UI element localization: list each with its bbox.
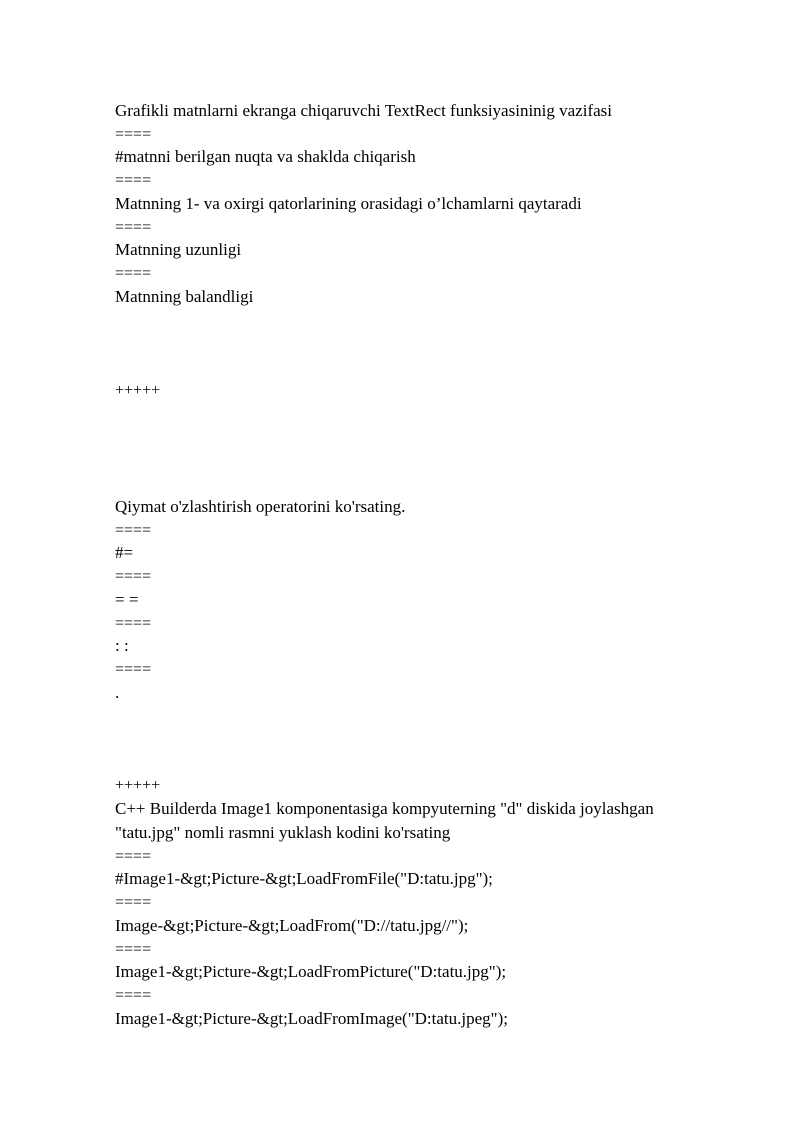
separator: ====: [115, 848, 152, 865]
separator: ====: [115, 661, 152, 678]
answer-option: : :: [115, 636, 129, 655]
separator: ====: [115, 615, 152, 632]
answer-option: Image1-&gt;Picture-&gt;LoadFromImage("D:tatu.jpeg");: [115, 1009, 508, 1028]
separator: ====: [115, 265, 152, 282]
question-text: Qiymat o'zlashtirish operatorini ko'rsating.: [115, 497, 406, 516]
question-text-continued: "tatu.jpg" nomli rasmni yuklash kodini ko'rsating: [115, 823, 451, 842]
separator: ====: [115, 522, 152, 539]
answer-option: #matnni berilgan nuqta va shaklda chiqarish: [115, 147, 416, 166]
question-divider: +++++: [115, 382, 161, 399]
answer-option: Matnning uzunligi: [115, 240, 242, 259]
answer-option: Matnning 1- va oxirgi qatorlarining orasidagi o’lchamlarni qaytaradi: [115, 194, 582, 213]
question-divider: +++++: [115, 777, 161, 794]
separator: ====: [115, 894, 152, 911]
separator: ====: [115, 126, 152, 143]
question-text: C++ Builderda Image1 komponentasiga kompyuterning "d" diskida joylashgan: [115, 799, 654, 818]
question-text: Grafikli matnlarni ekranga chiqaruvchi TextRect funksiyasininig vazifasi: [115, 101, 613, 120]
answer-option: Image1-&gt;Picture-&gt;LoadFromPicture("D:tatu.jpg");: [115, 962, 507, 981]
answer-option: #Image1-&gt;Picture-&gt;LoadFromFile("D:tatu.jpg");: [115, 869, 493, 888]
answer-option: .: [115, 683, 120, 702]
separator: ====: [115, 219, 152, 236]
separator: ====: [115, 941, 152, 958]
separator: ====: [115, 568, 152, 585]
separator: ====: [115, 987, 152, 1004]
answer-option: Matnning balandligi: [115, 287, 254, 306]
separator: ====: [115, 172, 152, 189]
answer-option: Image-&gt;Picture-&gt;LoadFrom("D://tatu.jpg//");: [115, 916, 469, 935]
answer-option: #=: [115, 543, 134, 562]
answer-option: = =: [115, 590, 139, 609]
